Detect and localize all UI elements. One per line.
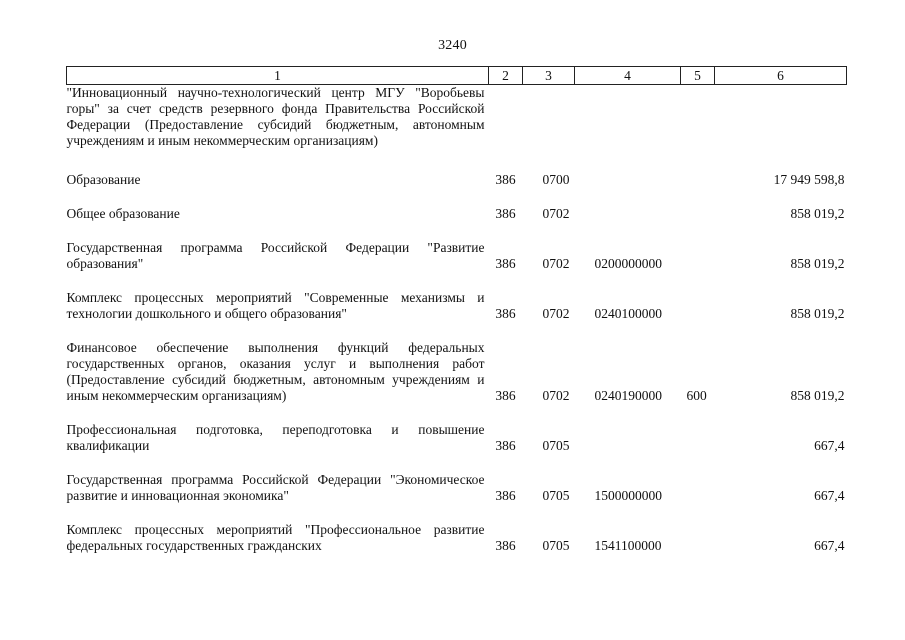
column-number-4: 4: [575, 67, 681, 85]
column-number-6: 6: [715, 67, 847, 85]
row-expense-type: [681, 85, 715, 150]
row-ministry-code: 386: [495, 538, 516, 553]
page-number: 3240: [438, 38, 467, 53]
row-section-code: 0705: [542, 488, 570, 503]
column-number-2: 2: [489, 67, 523, 85]
row-ministry-code: 386: [495, 388, 516, 403]
row-name: Образование: [66, 172, 141, 187]
row-target-code: [575, 85, 681, 150]
row-name: Государственная программа Российской Федерации "Экономическое развитие и инновационная экономика": [66, 472, 485, 503]
row-expense-type: [681, 240, 715, 272]
row-target-code: [575, 422, 681, 454]
row-amount: 858 019,2: [790, 306, 845, 321]
row-target-code: 0240100000: [594, 306, 662, 321]
row-expense-type: [681, 422, 715, 454]
row-target-code: 1541100000: [594, 538, 662, 553]
table-row: [67, 172, 847, 188]
table-row: [67, 240, 847, 272]
row-expense-type: [681, 290, 715, 322]
row-expense-type: [681, 206, 715, 222]
row-section-code: [523, 85, 575, 150]
row-section-code: 0702: [542, 206, 570, 221]
row-name: "Инновационный научно-технологический центр МГУ "Воробьевы горы" за счет средств резервного фонда Правительства Российской Федерации (Предоставление субсидий бюджетным, автономным учреждениям и иным некоммерческим организациям): [66, 85, 485, 148]
row-section-code: 0702: [542, 388, 570, 403]
row-ministry-code: 386: [495, 306, 516, 321]
row-target-code: 0200000000: [594, 256, 662, 271]
column-number-1: 1: [67, 67, 489, 85]
row-section-code: 0705: [542, 438, 570, 453]
row-name: Профессиональная подготовка, переподготовка и повышение квалификации: [66, 422, 485, 453]
row-target-code: [575, 206, 681, 222]
row-ministry-code: 386: [495, 438, 516, 453]
table-row: [67, 206, 847, 222]
column-numbers-row: [67, 67, 847, 85]
row-amount: 858 019,2: [790, 388, 845, 403]
row-ministry-code: 386: [495, 172, 516, 187]
table-row: [67, 522, 847, 554]
column-number-5: 5: [681, 67, 715, 85]
row-amount: 667,4: [814, 538, 845, 553]
budget-table: [66, 66, 847, 554]
table-row: [67, 85, 847, 150]
row-name: Государственная программа Российской Федерации "Развитие образования": [66, 240, 485, 271]
row-amount: 667,4: [814, 438, 845, 453]
row-section-code: 0700: [542, 172, 570, 187]
row-amount: 17 949 598,8: [773, 172, 845, 187]
row-name: Комплекс процессных мероприятий "Профессиональное развитие федеральных государственных гражданских: [66, 522, 485, 553]
row-name: Финансовое обеспечение выполнения функций федеральных государственных органов, оказания услуг и выполнения работ (Предоставление субсидий бюджетным, автономным учреждениям и иным некоммерческим организациям): [66, 340, 485, 403]
row-expense-type: 600: [686, 388, 707, 403]
row-expense-type: [681, 172, 715, 188]
row-ministry-code: 386: [495, 488, 516, 503]
row-ministry-code: 386: [495, 256, 516, 271]
row-amount: [715, 85, 847, 150]
table-row: [67, 340, 847, 404]
row-amount: 858 019,2: [790, 206, 845, 221]
row-amount: 667,4: [814, 488, 845, 503]
row-expense-type: [681, 522, 715, 554]
column-number-3: 3: [523, 67, 575, 85]
row-target-code: 0240190000: [594, 388, 662, 403]
row-section-code: 0705: [542, 538, 570, 553]
row-ministry-code: 386: [495, 206, 516, 221]
row-expense-type: [681, 472, 715, 504]
row-section-code: 0702: [542, 256, 570, 271]
row-name: Комплекс процессных мероприятий "Современные механизмы и технологии дошкольного и общего образования": [66, 290, 485, 321]
row-section-code: 0702: [542, 306, 570, 321]
row-ministry-code: [489, 85, 523, 150]
table-row: [67, 472, 847, 504]
row-target-code: [575, 172, 681, 188]
table-row: [67, 290, 847, 322]
row-name: Общее образование: [66, 206, 180, 221]
row-amount: 858 019,2: [790, 256, 845, 271]
table-row: [67, 422, 847, 454]
row-target-code: 1500000000: [594, 488, 662, 503]
